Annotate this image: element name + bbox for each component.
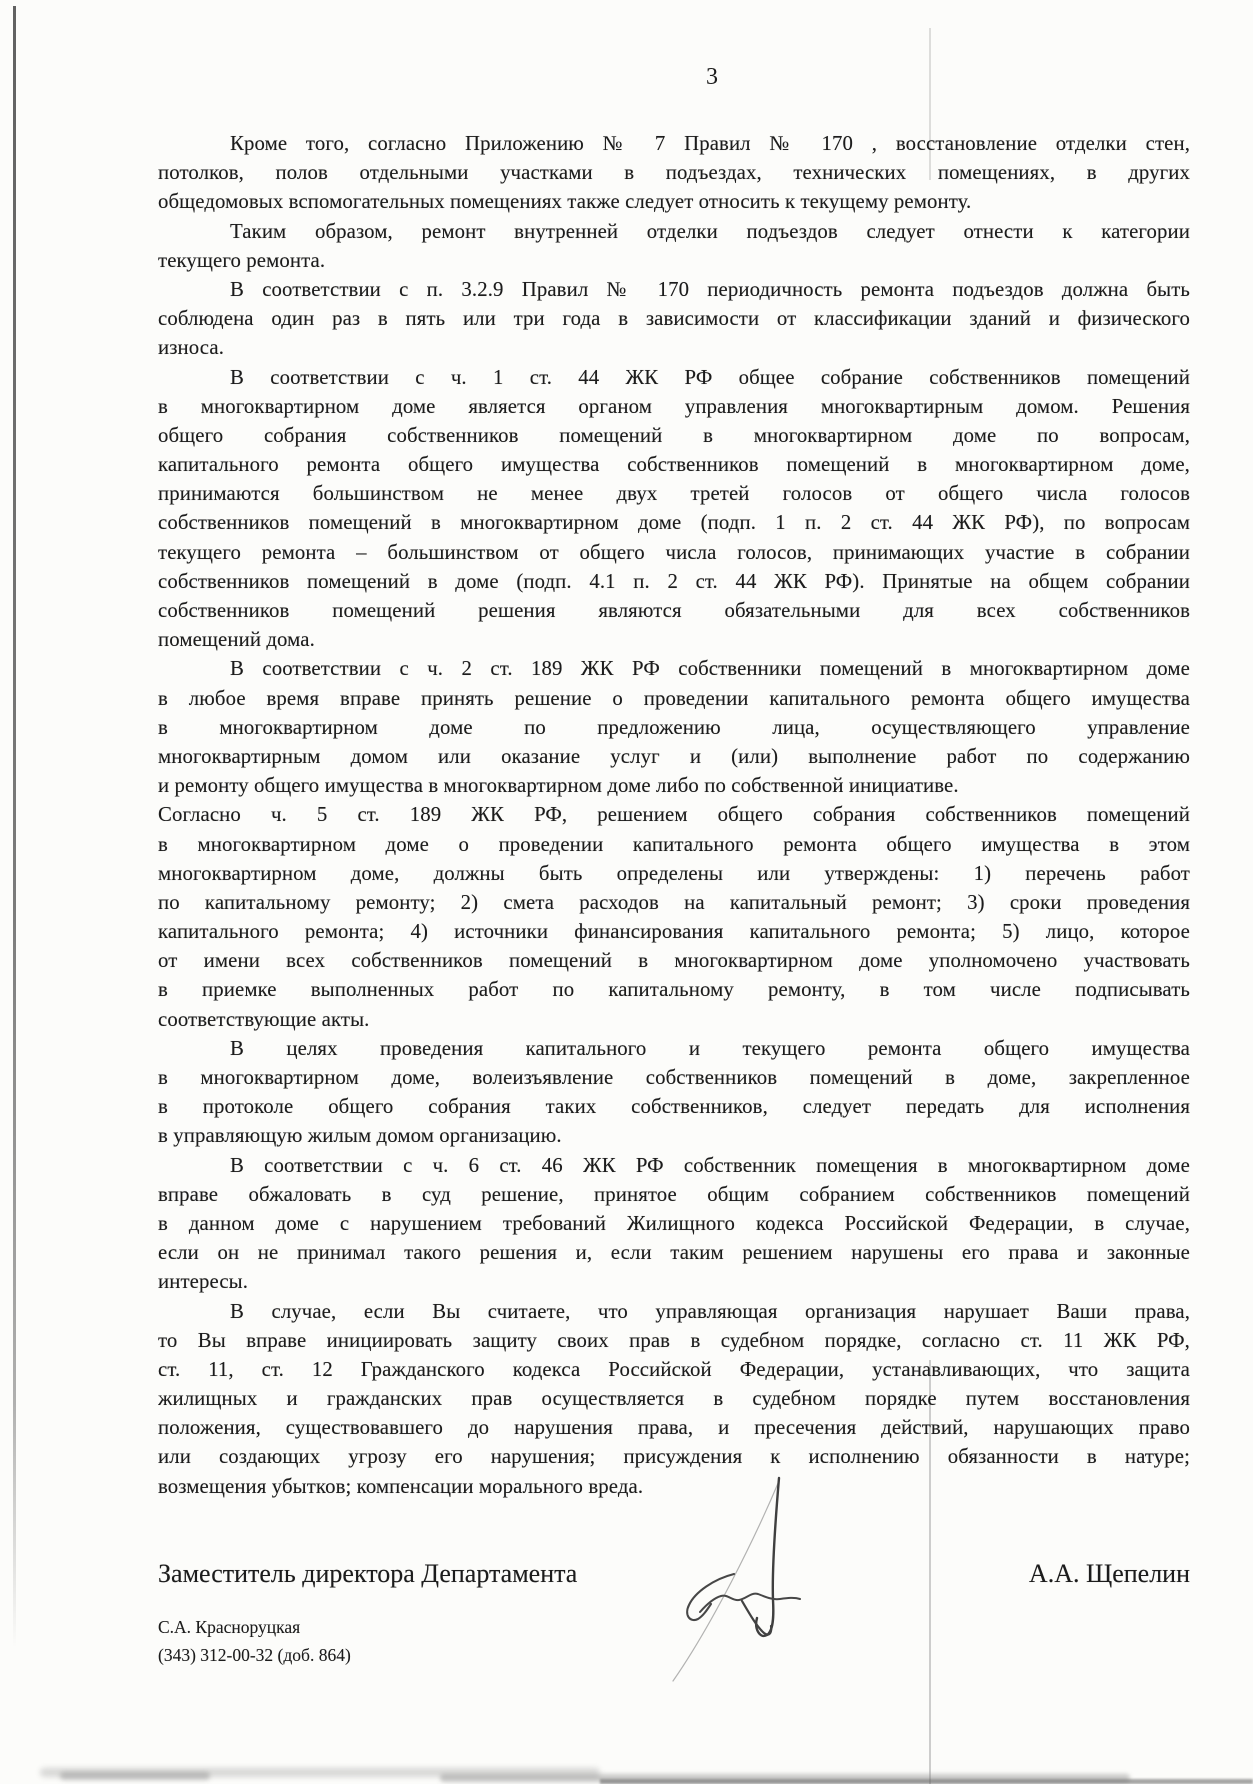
- text-line: в многоквартирном доме о проведении капитального ремонта общего имущества в этом: [158, 832, 1190, 856]
- scan-bottom-smudge: [60, 1772, 210, 1780]
- signatory-position-label: Заместитель директора Департамента: [158, 1559, 578, 1588]
- text-line: износа.: [158, 336, 225, 360]
- scan-bottom-edge-line: [600, 1779, 1253, 1784]
- page-number: 3: [706, 64, 718, 90]
- document-body: [158, 129, 1190, 1501]
- text-line: собственников помещений решения являются обязательными для всех собственников: [158, 599, 1190, 622]
- text-line: Кроме того, согласно Приложению № 7 Правил № 170 , восстановление отделки стен,: [230, 132, 1190, 155]
- text-line: В соответствии с ч. 2 ст. 189 ЖК РФ собственники помещений в многоквартирном доме: [230, 657, 1190, 681]
- text-line: капитального ремонта общего имущества собственников помещений в многоквартирном доме,: [158, 453, 1190, 477]
- text-line: В соответствии с п. 3.2.9 Правил № 170 периодичность ремонта подъездов должна быть: [230, 277, 1190, 301]
- text-line: то Вы вправе инициировать защиту своих прав в судебном порядке, согласно ст. 11 ЖК РФ,: [158, 1328, 1190, 1352]
- text-line: интересы.: [158, 1270, 249, 1294]
- text-line: текущего ремонта – большинством от общего числа голосов, принимающих участие в собрании: [158, 540, 1190, 564]
- text-line: общедомовых вспомогательных помещениях также следует относить к текущему ремонту.: [158, 190, 972, 214]
- contact-name: С.А. Красноруцкая: [158, 1617, 301, 1637]
- signatory-name: А.А. Щепелин: [1028, 1559, 1190, 1588]
- text-line: возмещения убытков; компенсации морального вреда.: [158, 1474, 644, 1498]
- text-line: вправе обжаловать в суд решение, принятое общим собранием собственников помещений: [158, 1182, 1190, 1206]
- text-line: соблюдена один раз в пять или три года в зависимости от классификации зданий и физического: [158, 307, 1190, 331]
- text-line: Таким образом, ремонт внутренней отделки подъездов следует отнести к категории: [230, 219, 1190, 243]
- text-line: в приемке выполненных работ по капитальному ремонту, в том числе подписывать: [158, 978, 1190, 1002]
- text-line: от имени всех собственников помещений в многоквартирном доме уполномочено участвовать: [158, 949, 1190, 973]
- text-line: в протоколе общего собрания таких собственников, следует передать для исполнения: [158, 1095, 1190, 1119]
- text-line: и ремонту общего имущества в многоквартирном доме либо по собственной инициативе.: [158, 774, 959, 798]
- text-line: соответствующие акты.: [158, 1007, 370, 1031]
- text-line: ст. 11, ст. 12 Гражданского кодекса Российской Федерации, устанавливающих, что защита: [158, 1357, 1190, 1381]
- scan-left-edge-line: [13, 6, 16, 1648]
- text-line: капитального ремонта; 4) источники финансирования капитального ремонта; 5) лицо, которое: [158, 920, 1190, 944]
- text-line: многоквартирным домом или оказание услуг и (или) выполнение работ по содержанию: [158, 744, 1190, 768]
- text-line: в данном доме с нарушением требований Жилищного кодекса Российской Федерации, в случае,: [158, 1211, 1190, 1235]
- text-line: если он не принимал такого решения и, если таким решением нарушены его права и законные: [158, 1241, 1190, 1265]
- text-line: принимаются большинством не менее двух третей голосов от общего числа голосов: [158, 482, 1190, 506]
- text-line: собственников помещений в доме (подп. 4.1 п. 2 ст. 44 ЖК РФ). Принятые на общем собрании: [158, 569, 1190, 593]
- text-line: В целях проведения капитального и текущего ремонта общего имущества: [230, 1036, 1190, 1060]
- text-line: в многоквартирном доме, волеизъявление собственников помещений в доме, закрепленное: [158, 1066, 1190, 1089]
- text-line: Согласно ч. 5 ст. 189 ЖК РФ, решением общего собрания собственников помещений: [158, 803, 1190, 827]
- text-line: собственников помещений в многоквартирном доме (подп. 1 п. 2 ст. 44 ЖК РФ), по вопросам: [158, 511, 1190, 535]
- text-line: многоквартирном доме, должны быть определены или утверждены: 1) перечень работ: [158, 861, 1190, 885]
- text-line: В соответствии с ч. 6 ст. 46 ЖК РФ собственник помещения в многоквартирном доме: [230, 1153, 1190, 1177]
- text-line: в управляющую жилым домом организацию.: [158, 1124, 562, 1148]
- text-line: помещений дома.: [158, 628, 315, 652]
- text-line: положения, существовавшего до нарушения права, и пресечения действий, нарушающих право: [158, 1416, 1190, 1440]
- handwritten-signature-icon: [640, 1458, 830, 1698]
- text-line: потолков, полов отдельными участками в подъездах, технических помещениях, в других: [158, 161, 1190, 185]
- text-line: или создающих угрозу его нарушения; присуждения к исполнению обязанности в натуре;: [158, 1445, 1190, 1469]
- text-line: в многоквартирном доме по предложению лица, осуществляющего управление: [158, 715, 1190, 739]
- text-line: общего собрания собственников помещений в многоквартирном доме по вопросам,: [158, 423, 1190, 447]
- text-line: по капитальному ремонту; 2) смета расходов на капитальный ремонт; 3) сроки проведения: [158, 890, 1190, 914]
- text-line: жилищных и гражданских прав осуществляется в судебном порядке путем восстановления: [158, 1387, 1190, 1411]
- text-line: текущего ремонта.: [158, 248, 326, 272]
- text-line: в любое время вправе принять решение о проведении капитального ремонта общего имущества: [158, 686, 1190, 710]
- contact-phone: (343) 312-00-32 (доб. 864): [158, 1645, 351, 1665]
- text-line: В случае, если Вы считаете, что управляющая организация нарушает Ваши права,: [230, 1299, 1190, 1323]
- footer-contact: [158, 1613, 351, 1669]
- text-line: В соответствии с ч. 1 ст. 44 ЖК РФ общее собрание собственников помещений: [230, 365, 1190, 389]
- text-line: в многоквартирном доме является органом управления многоквартирным домом. Решения: [158, 394, 1190, 418]
